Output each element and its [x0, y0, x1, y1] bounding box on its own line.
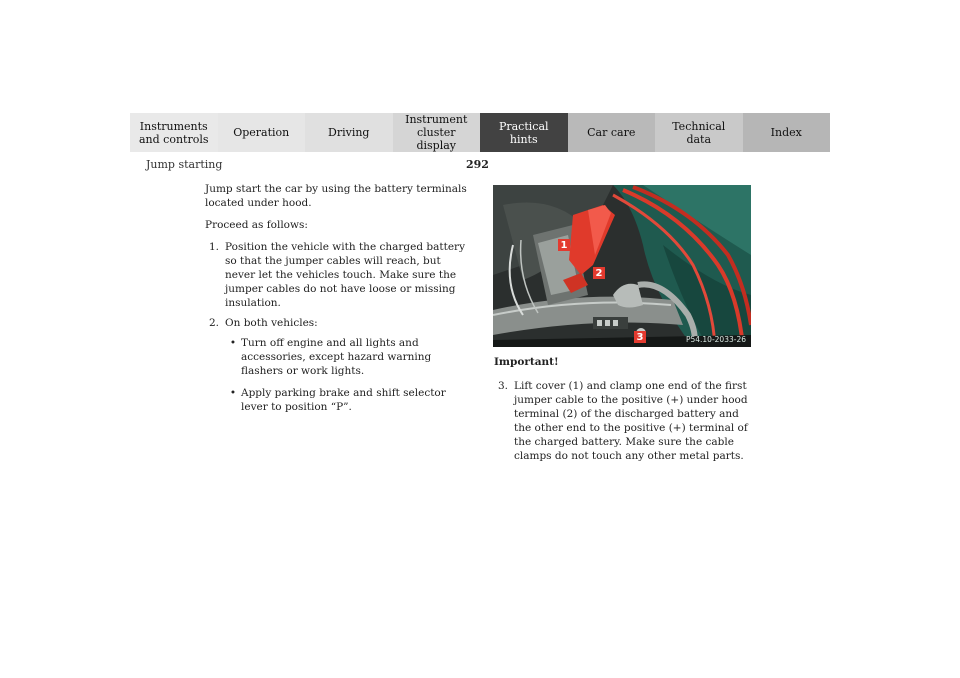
- tab-operation[interactable]: Operation: [218, 113, 306, 152]
- callout-1: 1: [558, 239, 570, 251]
- tab-index[interactable]: Index: [743, 113, 831, 152]
- section-title: Jump starting: [146, 158, 223, 171]
- callout-3: 3: [634, 331, 646, 343]
- chapter-nav: [130, 113, 830, 152]
- important-heading: Important!: [494, 356, 559, 368]
- engine-bay-illustration: [493, 185, 751, 347]
- tab-driving[interactable]: Driving: [305, 113, 393, 152]
- step-number: 3.: [497, 380, 508, 392]
- step-3: [494, 379, 756, 463]
- engine-bay-photo: [493, 185, 751, 347]
- page-number: 292: [466, 158, 489, 171]
- tab-practical-hints[interactable]: Practical hints: [480, 113, 568, 152]
- bullet-item: [225, 386, 470, 414]
- tab-instruments-and-controls[interactable]: Instruments and controls: [130, 113, 218, 152]
- step-1: [205, 240, 470, 310]
- bullet-text: Turn off engine and all lights and accessories, except hazard warning flashers or work lights.: [241, 337, 432, 377]
- step-number: 2.: [208, 317, 219, 329]
- right-column: [494, 355, 756, 469]
- intro-text: Jump start the car by using the battery terminals located under hood.: [205, 183, 467, 209]
- tab-instrument-cluster-display[interactable]: Instrument cluster display: [393, 113, 481, 152]
- bullet-text: Apply parking brake and shift selector lever to position “P”.: [241, 387, 446, 413]
- step-text: Position the vehicle with the charged battery so that the jumper cables will reach, but never let the vehicles touch. Make sure the jumper cables do not have loose or missing insulation.: [225, 241, 465, 309]
- step-text: On both vehicles:: [225, 317, 318, 329]
- tab-technical-data[interactable]: Technical data: [655, 113, 743, 152]
- step-2: [205, 316, 470, 330]
- bullet-item: [225, 336, 470, 378]
- callout-2: 2: [593, 267, 605, 279]
- bullet-icon: •: [229, 387, 237, 399]
- left-column: [205, 182, 470, 422]
- step-text: Lift cover (1) and clamp one end of the first jumper cable to the positive (+) under hood terminal (2) of the discharged battery and the other end to the positive (+) terminal of the charged battery. Make sure the cable clamps do not touch any other metal parts.: [514, 380, 748, 462]
- tab-car-care[interactable]: Car care: [568, 113, 656, 152]
- bullet-icon: •: [229, 337, 237, 349]
- proceed-text: Proceed as follows:: [205, 219, 308, 231]
- figure-code: P54.10-2033-26: [685, 335, 746, 344]
- step-number: 1.: [208, 241, 219, 253]
